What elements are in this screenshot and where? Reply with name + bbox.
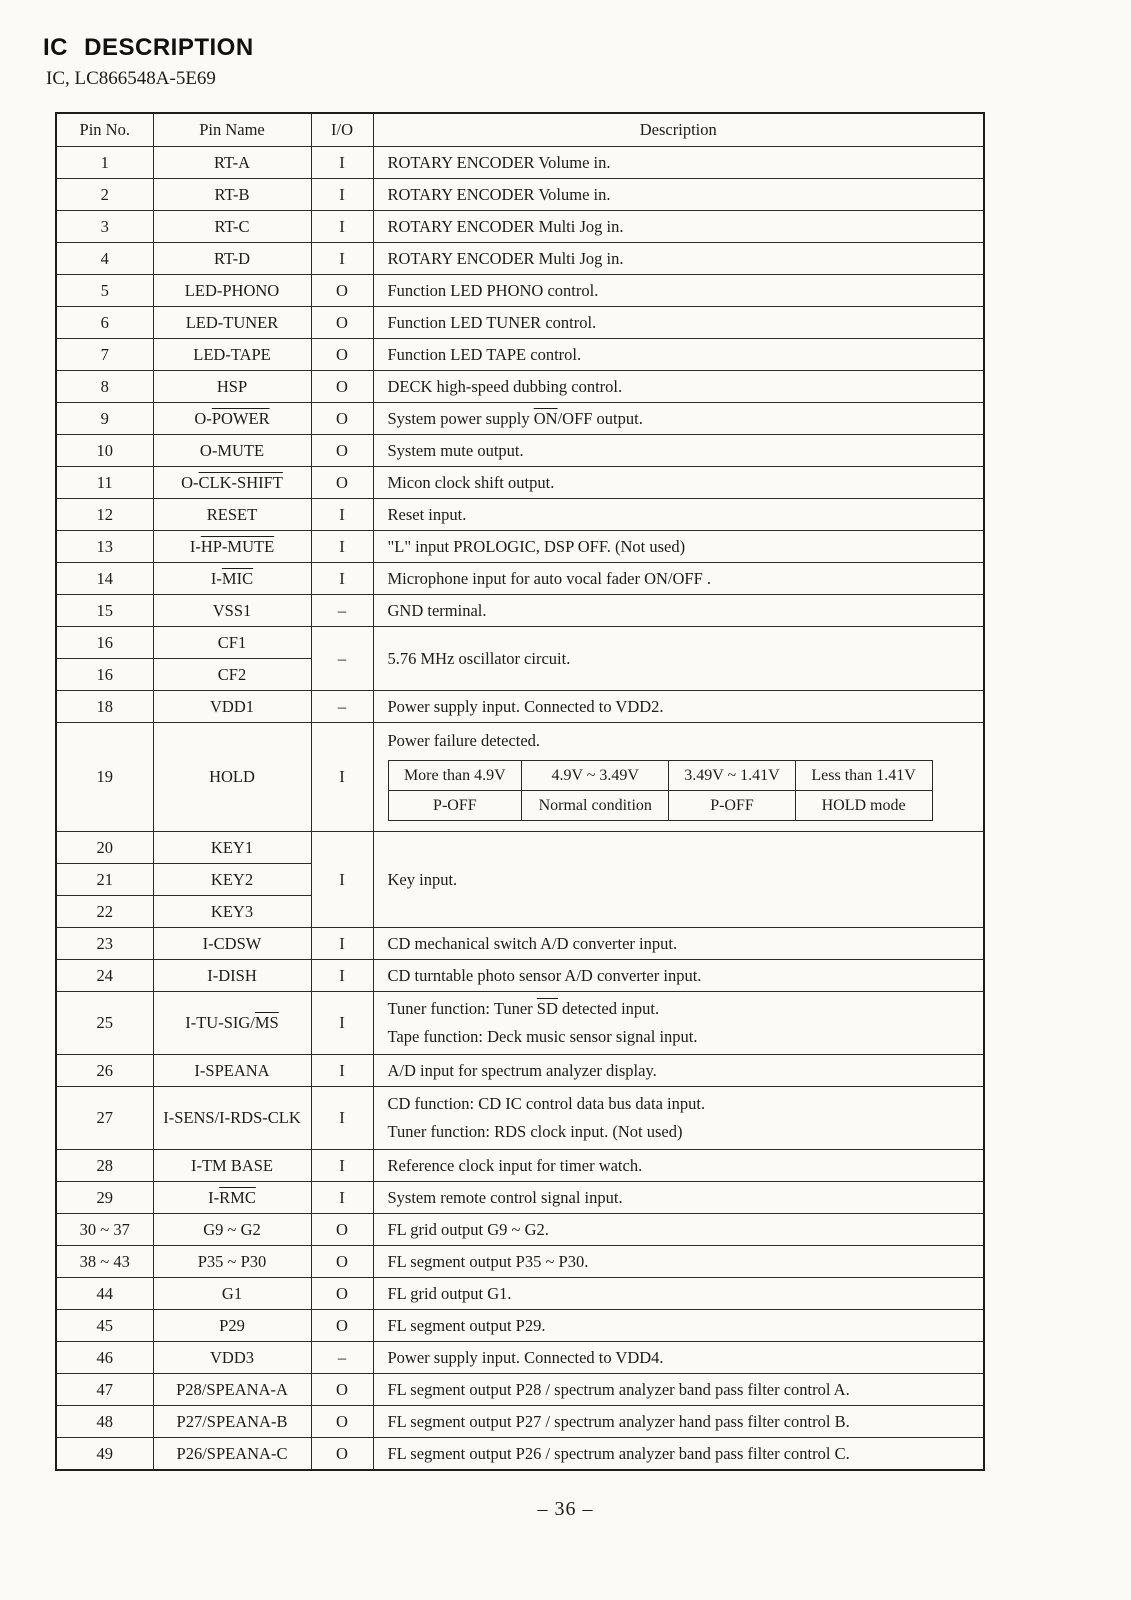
- pin-no-cell: 19: [56, 723, 153, 832]
- pin-no-cell: 8: [56, 371, 153, 403]
- desc-part: Tuner function: Tuner: [387, 999, 537, 1018]
- pin-no-cell: 23: [56, 928, 153, 960]
- pin-name-part: O-: [194, 408, 212, 428]
- pin-no-cell: 7: [56, 339, 153, 371]
- io-cell: –: [311, 627, 373, 691]
- pin-name-cell: I-SENS/I-RDS-CLK: [153, 1087, 311, 1150]
- header-io: I/O: [311, 113, 373, 147]
- pin-name-cell: I-DISH: [153, 960, 311, 992]
- desc-part: /OFF output.: [557, 408, 643, 428]
- desc-cell: FL grid output G9 ~ G2.: [373, 1214, 984, 1246]
- hold-note: Power failure detected.: [387, 731, 541, 750]
- header-pin-name: Pin Name: [153, 113, 311, 147]
- pin-name-cell: RT-C: [153, 211, 311, 243]
- io-cell: O: [311, 1374, 373, 1406]
- desc-cell: FL grid output G1.: [373, 1278, 984, 1310]
- desc-cell: Function LED TAPE control.: [373, 339, 984, 371]
- pin-no-cell: 20: [56, 832, 153, 864]
- pin-no-cell: 24: [56, 960, 153, 992]
- hold-range-cell: More than 4.9V: [388, 761, 522, 791]
- table-row: [56, 1310, 984, 1342]
- pin-name-part: I-: [208, 1187, 220, 1207]
- desc-cell: CD turntable photo sensor A/D converter input.: [373, 960, 984, 992]
- desc-cell: Power supply input. Connected to VDD4.: [373, 1342, 984, 1374]
- pin-no-cell: 13: [56, 531, 153, 563]
- pin-name-part: I-TU-SIG/: [185, 1013, 255, 1032]
- pin-name-overline: HP-MUTE: [200, 536, 275, 556]
- io-cell: I: [311, 179, 373, 211]
- io-cell: I: [311, 992, 373, 1055]
- desc-cell: Function LED PHONO control.: [373, 275, 984, 307]
- table-row: [56, 147, 984, 179]
- pin-no-cell: 27: [56, 1087, 153, 1150]
- desc-cell: ROTARY ENCODER Multi Jog in.: [373, 243, 984, 275]
- desc-cell: [373, 1087, 984, 1150]
- table-row: [56, 243, 984, 275]
- io-cell: I: [311, 1055, 373, 1087]
- io-cell: I: [311, 723, 373, 832]
- pin-name-overline: $\overline{MS}$: [254, 1013, 279, 1032]
- pin-no-cell: 15: [56, 595, 153, 627]
- io-cell: –: [311, 691, 373, 723]
- pin-no-cell: 22: [56, 896, 153, 928]
- table-row: [56, 403, 984, 435]
- pin-no-cell: 48: [56, 1406, 153, 1438]
- pin-name-cell: CF1: [153, 627, 311, 659]
- io-cell: I: [311, 563, 373, 595]
- pin-name-cell: LED-PHONO: [153, 275, 311, 307]
- pin-no-cell: 5: [56, 275, 153, 307]
- pin-name-part: I-: [210, 568, 222, 588]
- table-row: [56, 275, 984, 307]
- table-row: [56, 467, 984, 499]
- pin-name-cell: I-TM BASE: [153, 1150, 311, 1182]
- table-row: [56, 691, 984, 723]
- desc-line: Tuner function: RDS clock input. (Not used): [387, 1122, 683, 1141]
- table-row: [56, 832, 984, 864]
- table-row-hold: [56, 723, 984, 832]
- io-cell: I: [311, 928, 373, 960]
- pin-name-overline: $\overline{MIC}$: [221, 568, 254, 588]
- pin-no-cell: 4: [56, 243, 153, 275]
- io-cell: I: [311, 1087, 373, 1150]
- desc-cell: FL segment output P35 ~ P30.: [373, 1246, 984, 1278]
- pin-name-cell: [153, 992, 311, 1055]
- io-cell: –: [311, 1342, 373, 1374]
- pin-name-cell: KEY1: [153, 832, 311, 864]
- pin-name-cell: RT-A: [153, 147, 311, 179]
- pin-name-cell: P29: [153, 1310, 311, 1342]
- table-row: [56, 1374, 984, 1406]
- table-row: [56, 1438, 984, 1471]
- desc-cell: System mute output.: [373, 435, 984, 467]
- desc-cell: CD mechanical switch A/D converter input.: [373, 928, 984, 960]
- pin-name-part: I-: [189, 536, 201, 556]
- header-pin-no: Pin No.: [56, 113, 153, 147]
- table-row: [56, 1278, 984, 1310]
- io-cell: O: [311, 467, 373, 499]
- hold-mode-cell: HOLD mode: [795, 791, 932, 821]
- io-cell: O: [311, 1406, 373, 1438]
- desc-cell: Power supply input. Connected to VDD2.: [373, 691, 984, 723]
- pin-name-cell: LED-TAPE: [153, 339, 311, 371]
- pin-name-cell: RT-D: [153, 243, 311, 275]
- pin-name-cell: O-MUTE: [153, 435, 311, 467]
- page-title: IC DESCRIPTION: [43, 34, 254, 61]
- io-cell: O: [311, 1246, 373, 1278]
- pin-no-cell: 29: [56, 1182, 153, 1214]
- hold-voltage-table: [388, 760, 933, 821]
- pin-name-cell: P35 ~ P30: [153, 1246, 311, 1278]
- pin-no-cell: 9: [56, 403, 153, 435]
- table-row: [56, 1342, 984, 1374]
- desc-cell: DECK high-speed dubbing control.: [373, 371, 984, 403]
- desc-cell: [373, 403, 984, 435]
- desc-cell: 5.76 MHz oscillator circuit.: [373, 627, 984, 691]
- pin-name-overline: $\overline{RMC}$: [219, 1187, 256, 1207]
- pin-no-cell: 14: [56, 563, 153, 595]
- pin-name-part: O-: [181, 472, 199, 492]
- ic-part-number: IC, LC866548A-5E69: [46, 68, 216, 89]
- pin-no-cell: 10: [56, 435, 153, 467]
- pin-name-cell: KEY3: [153, 896, 311, 928]
- io-cell: O: [311, 403, 373, 435]
- io-cell: O: [311, 1214, 373, 1246]
- pin-no-cell: 26: [56, 1055, 153, 1087]
- pin-name-cell: G1: [153, 1278, 311, 1310]
- pin-name-cell: P28/SPEANA-A: [153, 1374, 311, 1406]
- table-row: [56, 1055, 984, 1087]
- table-row: [56, 595, 984, 627]
- io-cell: I: [311, 243, 373, 275]
- io-cell: I: [311, 211, 373, 243]
- table-row: [56, 499, 984, 531]
- pin-name-cell: LED-TUNER: [153, 307, 311, 339]
- desc-part: detected input.: [557, 999, 660, 1018]
- io-cell: I: [311, 1150, 373, 1182]
- hold-range-cell: 4.9V ~ 3.49V: [522, 761, 669, 791]
- pin-name-cell: [153, 531, 311, 563]
- hold-range-cell: Less than 1.41V: [795, 761, 932, 791]
- table-row: [56, 1214, 984, 1246]
- desc-cell: FL segment output P28 / spectrum analyzer band pass filter control A.: [373, 1374, 984, 1406]
- pin-name-cell: P27/SPEANA-B: [153, 1406, 311, 1438]
- desc-cell: [373, 723, 984, 832]
- hold-voltage-range-row: [388, 761, 932, 791]
- pin-name-cell: G9 ~ G2: [153, 1214, 311, 1246]
- io-cell: I: [311, 499, 373, 531]
- desc-cell: FL segment output P26 / spectrum analyzer band pass filter control C.: [373, 1438, 984, 1471]
- pin-no-cell: 46: [56, 1342, 153, 1374]
- pin-name-cell: [153, 403, 311, 435]
- table-row: [56, 307, 984, 339]
- table-row: [56, 563, 984, 595]
- pin-name-cell: [153, 467, 311, 499]
- desc-cell: ROTARY ENCODER Multi Jog in.: [373, 211, 984, 243]
- desc-overline: $\overline{ON}$: [533, 408, 558, 428]
- pin-no-cell: 18: [56, 691, 153, 723]
- desc-cell: Key input.: [373, 832, 984, 928]
- pin-name-cell: VDD3: [153, 1342, 311, 1374]
- hold-mode-cell: P-OFF: [388, 791, 522, 821]
- hold-mode-cell: P-OFF: [669, 791, 795, 821]
- desc-part: System power supply: [387, 408, 534, 428]
- pin-name-cell: HOLD: [153, 723, 311, 832]
- desc-cell: Function LED TUNER control.: [373, 307, 984, 339]
- pin-name-cell: P26/SPEANA-C: [153, 1438, 311, 1471]
- pin-name-cell: KEY2: [153, 864, 311, 896]
- table-row: [56, 992, 984, 1055]
- table-row: [56, 1246, 984, 1278]
- pin-name-overline: POWER: [211, 408, 270, 428]
- io-cell: O: [311, 339, 373, 371]
- pin-no-cell: 30 ~ 37: [56, 1214, 153, 1246]
- pin-name-cell: [153, 1182, 311, 1214]
- io-cell: O: [311, 1278, 373, 1310]
- io-cell: O: [311, 275, 373, 307]
- pin-no-cell: 28: [56, 1150, 153, 1182]
- hold-mode-cell: Normal condition: [522, 791, 669, 821]
- io-cell: I: [311, 832, 373, 928]
- pin-name-cell: I-CDSW: [153, 928, 311, 960]
- desc-cell: ROTARY ENCODER Volume in.: [373, 147, 984, 179]
- hold-range-cell: 3.49V ~ 1.41V: [669, 761, 795, 791]
- desc-cell: Reference clock input for timer watch.: [373, 1150, 984, 1182]
- desc-line: [388, 995, 974, 1023]
- pin-no-cell: 11: [56, 467, 153, 499]
- pin-name-overline: CLK-SHIFT: [198, 472, 283, 492]
- desc-cell: System remote control signal input.: [373, 1182, 984, 1214]
- io-cell: I: [311, 147, 373, 179]
- table-row: [56, 339, 984, 371]
- table-row: [56, 1150, 984, 1182]
- pin-no-cell: 49: [56, 1438, 153, 1471]
- table-row: [56, 627, 984, 659]
- ic-pin-table: [55, 112, 985, 1471]
- pin-no-cell: 47: [56, 1374, 153, 1406]
- pin-no-cell: 12: [56, 499, 153, 531]
- pin-no-cell: 21: [56, 864, 153, 896]
- page-number: – 36 –: [537, 1498, 594, 1520]
- pin-name-cell: [153, 563, 311, 595]
- io-cell: O: [311, 1438, 373, 1471]
- pin-name-cell: CF2: [153, 659, 311, 691]
- pin-no-cell: 1: [56, 147, 153, 179]
- pin-no-cell: 3: [56, 211, 153, 243]
- pin-no-cell: 6: [56, 307, 153, 339]
- pin-no-cell: 16: [56, 627, 153, 659]
- table-row: [56, 211, 984, 243]
- table-row: [56, 928, 984, 960]
- table-row: [56, 179, 984, 211]
- desc-cell: [373, 992, 984, 1055]
- desc-cell: Microphone input for auto vocal fader ON/OFF .: [373, 563, 984, 595]
- desc-overline: $\overline{SD}$: [536, 999, 558, 1018]
- pin-name-cell: VDD1: [153, 691, 311, 723]
- pin-no-cell: 16: [56, 659, 153, 691]
- table-row: [56, 1406, 984, 1438]
- pin-no-cell: 25: [56, 992, 153, 1055]
- table-row: [56, 435, 984, 467]
- desc-cell: Micon clock shift output.: [373, 467, 984, 499]
- io-cell: I: [311, 1182, 373, 1214]
- desc-line: CD function: CD IC control data bus data input.: [387, 1094, 706, 1113]
- pin-no-cell: 44: [56, 1278, 153, 1310]
- table-row: [56, 1087, 984, 1150]
- table-row: [56, 1182, 984, 1214]
- pin-name-cell: VSS1: [153, 595, 311, 627]
- desc-cell: Reset input.: [373, 499, 984, 531]
- pin-no-cell: 45: [56, 1310, 153, 1342]
- pin-no-cell: 38 ~ 43: [56, 1246, 153, 1278]
- desc-cell: FL segment output P27 / spectrum analyzer hand pass filter control B.: [373, 1406, 984, 1438]
- desc-cell: A/D input for spectrum analyzer display.: [373, 1055, 984, 1087]
- desc-line: Tape function: Deck music sensor signal input.: [387, 1027, 698, 1046]
- pin-name-cell: HSP: [153, 371, 311, 403]
- pin-name-cell: RESET: [153, 499, 311, 531]
- pin-no-cell: 2: [56, 179, 153, 211]
- table-row: [56, 960, 984, 992]
- io-cell: O: [311, 371, 373, 403]
- io-cell: I: [311, 960, 373, 992]
- io-cell: –: [311, 595, 373, 627]
- header-description: Description: [373, 113, 984, 147]
- desc-cell: FL segment output P29.: [373, 1310, 984, 1342]
- desc-cell: GND terminal.: [373, 595, 984, 627]
- pin-name-cell: I-SPEANA: [153, 1055, 311, 1087]
- desc-cell: ROTARY ENCODER Volume in.: [373, 179, 984, 211]
- table-row: [56, 371, 984, 403]
- io-cell: O: [311, 1310, 373, 1342]
- io-cell: O: [311, 307, 373, 339]
- io-cell: I: [311, 531, 373, 563]
- pin-name-cell: RT-B: [153, 179, 311, 211]
- table-row: [56, 531, 984, 563]
- hold-mode-row: [388, 791, 932, 821]
- io-cell: O: [311, 435, 373, 467]
- desc-cell: "L" input PROLOGIC, DSP OFF. (Not used): [373, 531, 984, 563]
- table-header-row: [56, 113, 984, 147]
